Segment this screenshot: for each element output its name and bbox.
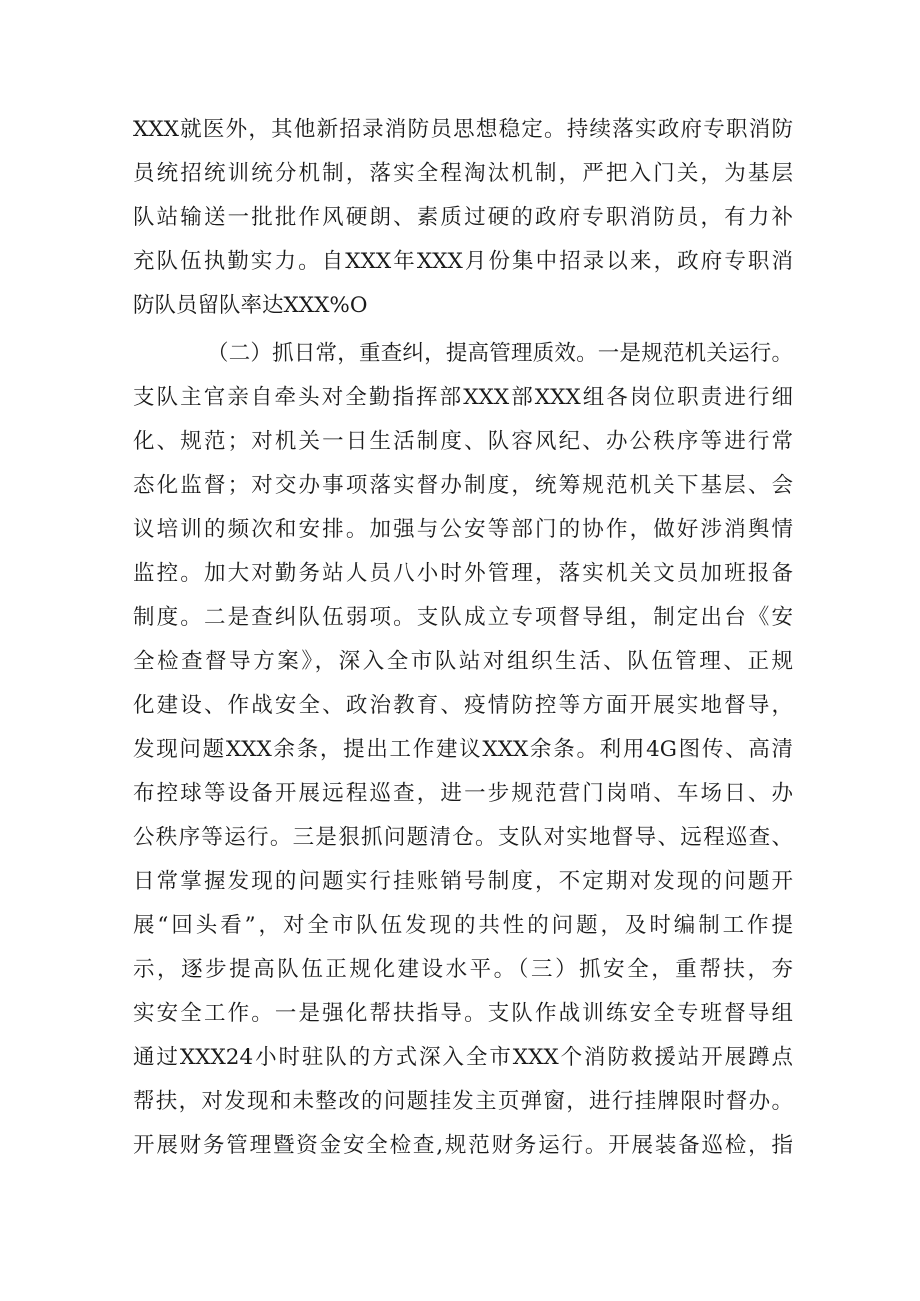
text-line-3: 队站输送一批批作风硬朗、素质过硬的政府专职消防员，有力补 [133, 205, 793, 230]
text-line-19: 展“回头看”，对全市队伍发现的共性的问题，及时编制工作提 [133, 913, 793, 938]
text-line-24: 开展财务管理暨资金安全检查,规范财务运行。开展装备巡检，指 [133, 1133, 793, 1158]
text-line-16: 布控球等设备开展远程巡查，进一步规范营门岗哨、车场日、办 [133, 781, 793, 806]
text-line-21: 实安全工作。一是强化帮扶指导。支队作战训练安全专班督导组 [133, 1001, 793, 1026]
text-line-23: 帮扶，对发现和未整改的问题挂发主页弹窗，进行挂牌限时督办。 [133, 1089, 793, 1114]
text-line-4: 充队伍执勤实力。自XXX年XXX月份集中招录以来，政府专职消 [133, 249, 793, 274]
text-line-22: 通过XXX24小时驻队的方式深入全市XXX个消防救援站开展蹲点 [133, 1045, 793, 1070]
section-heading-line: （二）抓日常，重查纠，提高管理质效。一是规范机关运行。 [207, 341, 793, 366]
text-line-1: XXX就医外，其他新招录消防员思想稳定。持续落实政府专职消防 [133, 117, 793, 142]
text-line-2: 员统招统训统分机制，落实全程淘汰机制，严把入门关，为基层 [133, 161, 793, 186]
text-line-12: 制度。二是查纠队伍弱项。支队成立专项督导组，制定出台《安 [133, 605, 793, 630]
text-line-20: 示，逐步提高队伍正规化建设水平。（三）抓安全，重帮扶，夯 [133, 957, 793, 982]
text-line-9: 态化监督；对交办事项落实督办制度，统筹规范机关下基层、会 [133, 473, 793, 498]
text-line-15: 发现问题XXX余条，提出工作建议XXX余条。利用4G图传、高清 [133, 737, 793, 762]
text-line-7: 支队主官亲自牵头对全勤指挥部XXX部XXX组各岗位职责进行细 [133, 385, 793, 410]
text-line-8: 化、规范；对机关一日生活制度、队容风纪、办公秩序等进行常 [133, 429, 793, 454]
text-line-11: 监控。加大对勤务站人员八小时外管理，落实机关文员加班报备 [133, 561, 793, 586]
text-line-13: 全检查督导方案》，深入全市队站对组织生活、队伍管理、正规 [133, 649, 793, 674]
text-line-5: 防队员留队率达XXX%O [133, 293, 368, 318]
text-line-17: 公秩序等运行。三是狠抓问题清仓。支队对实地督导、远程巡查、 [133, 825, 793, 850]
text-line-14: 化建设、作战安全、政治教育、疫情防控等方面开展实地督导， [133, 693, 793, 718]
text-line-18: 日常掌握发现的问题实行挂账销号制度，不定期对发现的问题开 [133, 869, 793, 894]
text-line-10: 议培训的频次和安排。加强与公安等部门的协作，做好涉消舆情 [133, 517, 793, 542]
